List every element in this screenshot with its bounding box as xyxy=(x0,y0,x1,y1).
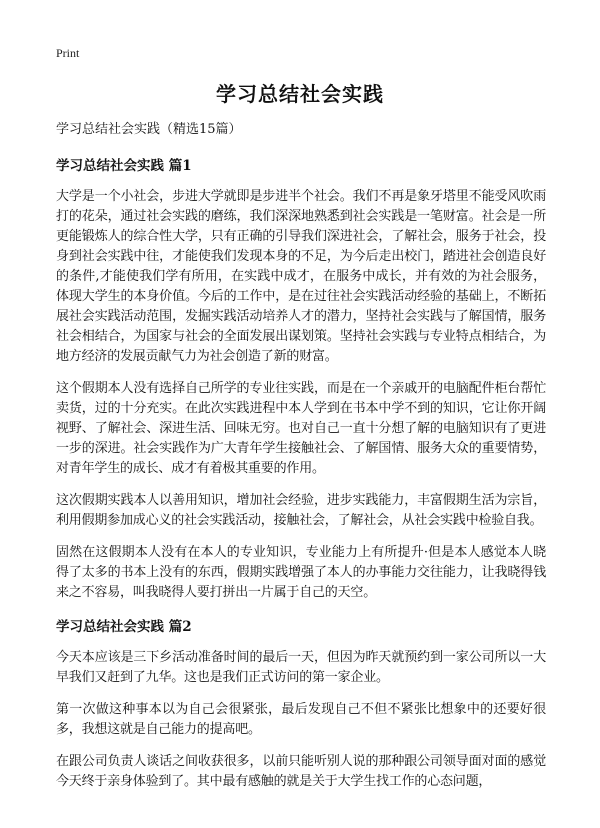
paragraph: 这个假期本人没有选择自己所学的专业往实践，而是在一个亲戚开的电脑配件柜台帮忙卖货，过的十分充实。在此次实践进程中本人学到在书本中学不到的知识，它让你开阔视野、了解社会、深进生活、回味无穷。也对自己一直十分想了解的电脑知识有了更进一步的深进。社会实践作为广大青年学生接触社会、了解国情、服务大众的重要情势，对青年学生的成长、成才有着极其重要的作用。 xyxy=(56,381,546,476)
section-heading: 学习总结社会实践 篇2 xyxy=(56,619,192,635)
paragraph: 第一次做这种事本以为自己会很紧张，最后发现自己不但不紧张比想象中的还要好很多，我想这就是自己能力的提高吧。 xyxy=(56,702,546,737)
article-section-1 xyxy=(56,154,546,603)
document-body xyxy=(56,118,546,804)
paragraph: 大学是一个小社会，步进大学就即是步进半个社会。我们不再是象牙塔里不能受风吹雨打的花朵，通过社会实践的磨练，我们深深地熟悉到社会实践是一笔财富。社会是一所更能锻炼人的综合性大学，只有正确的引导我们深进社会，了解社会，服务于社会，投身到社会实践中往，才能使我们发现本身的不足，为今后走出校门，踏进社会创造良好的条件,才能使我们学有所用，在实践中成才，在服务中成长，并有效的为社会服务，体现大学生的本身价值。今后的工作中，是在过往社会实践活动经验的基础上，不断拓展社会实践活动范围，发掘实践活动培养人才的潜力，坚持社会实践与了解国情，服务社会相结合，为国家与社会的全面发展出谋划策。坚持社会实践与专业特点相结合，为地方经济的发展贡献气力为社会创造了新的财富。 xyxy=(56,189,546,364)
paragraph: 今天本应该是三下乡活动准备时间的最后一天，但因为昨天就预约到一家公司所以一大早我们又赶到了九华。这也是我们正式访问的第一家企业。 xyxy=(56,650,546,685)
print-link[interactable]: Print xyxy=(56,46,80,60)
section-heading: 学习总结社会实践 篇1 xyxy=(56,158,192,174)
article-section-2 xyxy=(56,615,546,792)
paragraph: 在跟公司负责人谈话之间收获很多，以前只能听别人说的那种跟公司领导面对面的感觉今天终于亲身体验到了。其中最有感触的就是关于大学生找工作的心态问题， xyxy=(56,754,546,789)
paragraph: 这次假期实践本人以善用知识，增加社会经验，进步实践能力，丰富假期生活为宗旨，利用假期参加成心义的社会实践活动，接触社会，了解社会，从社会实践中检验自我。 xyxy=(56,493,546,528)
page-title: 学习总结社会实践 xyxy=(216,82,384,106)
paragraph: 固然在这假期本人没有在本人的专业知识，专业能力上有所提升·但是本人感觉本人晓得了太多的书本上没有的东西，假期实践增强了本人的办事能力交往能力，让我晓得钱来之不容易，叫我晓得人要打拼出一片属于自己的天空。 xyxy=(56,545,546,600)
document-subtitle: 学习总结社会实践（精选15篇） xyxy=(56,122,242,137)
